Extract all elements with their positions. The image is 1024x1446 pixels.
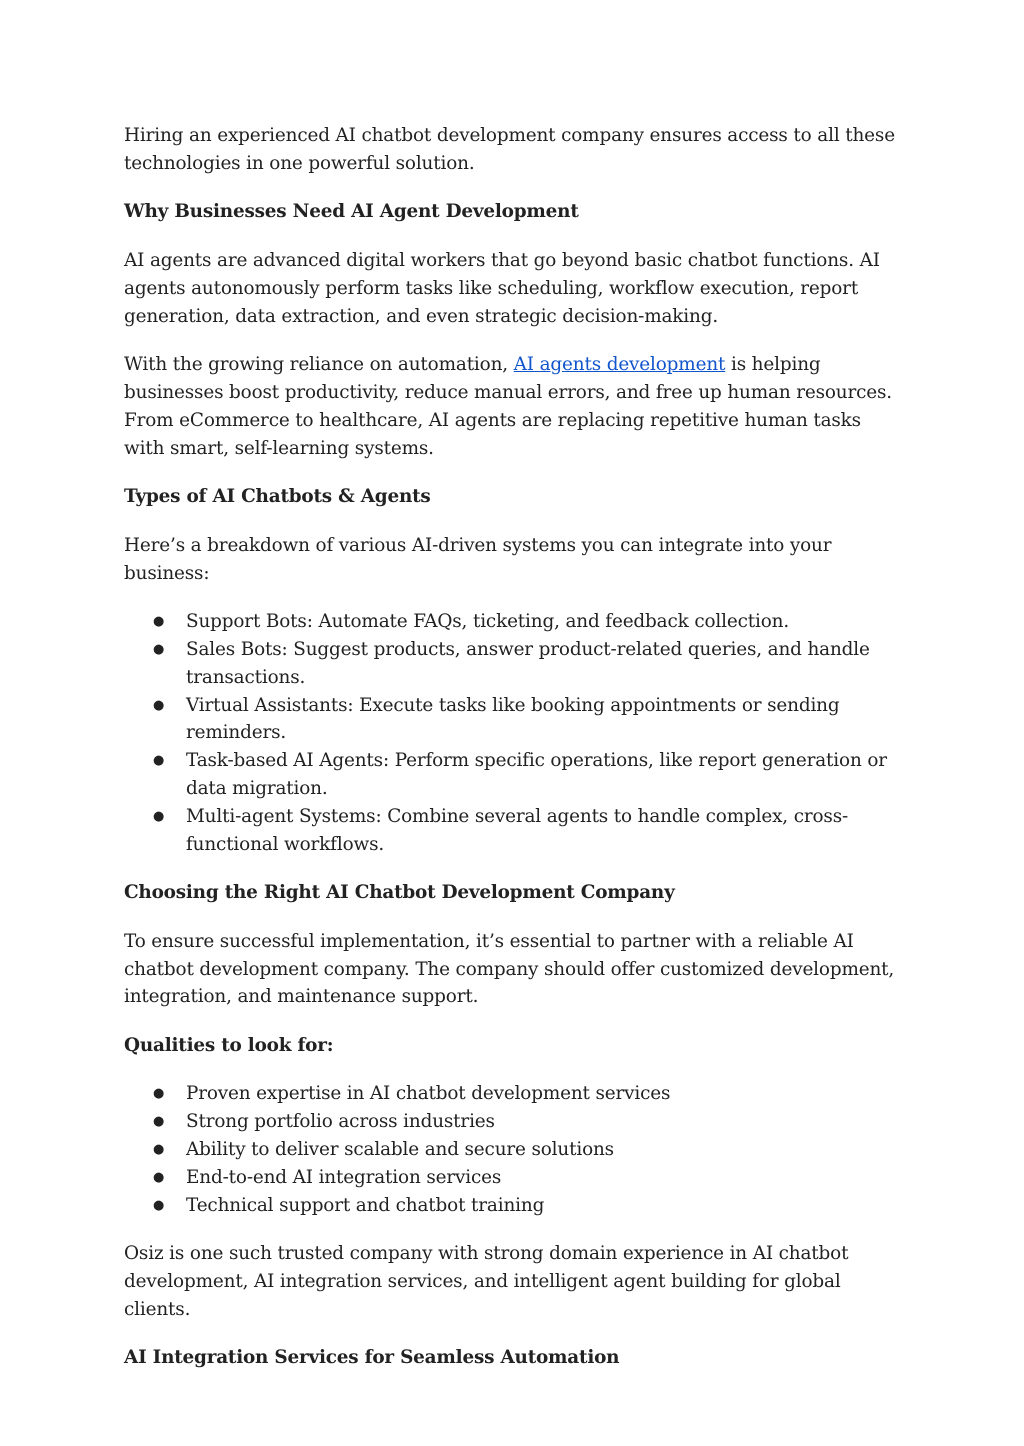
bullet-icon: ● (153, 1169, 165, 1185)
list-item-text: Technical support and chatbot training (186, 1194, 545, 1216)
osiz-paragraph: Osiz is one such trusted company with strong domain experience in AI chatbot development, AI integration services, and intelligent agent building for global clients. (124, 1243, 849, 1320)
types-list (124, 608, 904, 858)
document-page (124, 122, 904, 1393)
bullet-icon: ● (153, 641, 165, 657)
list-item-text: Task-based AI Agents: Perform specific operations, like report generation or data migration. (186, 750, 887, 799)
growing-text-after: is helping businesses boost productivity, reduce manual errors, and free up human resources. From eCommerce to healthcare, AI agents are replacing repetitive human tasks with smart, self-learning systems. (124, 354, 893, 459)
list-item-text: Support Bots: Automate FAQs, ticketing, and feedback collection. (186, 611, 790, 633)
list-item-text: Sales Bots: Suggest products, answer product-related queries, and handle transactions. (186, 638, 870, 688)
list-item (124, 692, 904, 748)
list-item (124, 608, 904, 636)
bullet-icon: ● (153, 1086, 165, 1102)
list-item (124, 1136, 904, 1164)
bullet-icon: ● (153, 753, 165, 769)
list-item (124, 1108, 904, 1136)
agents-paragraph: AI agents are advanced digital workers that go beyond basic chatbot functions. AI agents autonomously perform tasks like scheduling, workflow execution, report generation, data extraction, and even strategic decision-making. (124, 249, 880, 327)
list-item-text: Virtual Assistants: Execute tasks like booking appointments or sending reminders. (186, 694, 840, 744)
heading-integration-services: AI Integration Services for Seamless Automation (124, 1347, 620, 1369)
bullet-icon: ● (153, 1142, 165, 1158)
list-item-text: End-to-end AI integration services (186, 1166, 502, 1188)
heading-types: Types of AI Chatbots & Agents (124, 486, 431, 508)
bullet-icon: ● (153, 614, 165, 630)
breakdown-paragraph: Here’s a breakdown of various AI-driven systems you can integrate into your business: (124, 534, 832, 584)
heading-why-agent-development: Why Businesses Need AI Agent Development (124, 201, 579, 223)
bullet-icon: ● (153, 1114, 165, 1130)
intro-paragraph: Hiring an experienced AI chatbot development company ensures access to all these technologies in one powerful solution. (124, 125, 895, 174)
list-item-text: Proven expertise in AI chatbot development services (186, 1083, 671, 1105)
qualities-list (124, 1080, 904, 1219)
list-item (124, 1192, 904, 1220)
list-item-text: Strong portfolio across industries (186, 1111, 495, 1133)
list-item-text: Ability to deliver scalable and secure solutions (186, 1139, 614, 1161)
list-item (124, 747, 904, 803)
list-item (124, 803, 904, 859)
list-item (124, 1080, 904, 1108)
list-item-text: Multi-agent Systems: Combine several agents to handle complex, cross-functional workflows. (186, 805, 849, 855)
list-item (124, 1164, 904, 1192)
ai-agents-development-link[interactable]: AI agents development (513, 354, 726, 376)
list-item (124, 636, 904, 692)
growing-text-before: With the growing reliance on automation, (124, 354, 514, 376)
ensure-paragraph: To ensure successful implementation, it’s essential to partner with a reliable AI chatbot development company. The company should offer customized development, integration, and maintenance support. (124, 930, 895, 1008)
growing-reliance-paragraph (124, 351, 904, 462)
bullet-icon: ● (153, 808, 165, 824)
bullet-icon: ● (153, 697, 165, 713)
bullet-icon: ● (153, 1197, 165, 1213)
heading-qualities: Qualities to look for: (124, 1034, 334, 1056)
heading-choosing-company: Choosing the Right AI Chatbot Development Company (124, 882, 675, 904)
